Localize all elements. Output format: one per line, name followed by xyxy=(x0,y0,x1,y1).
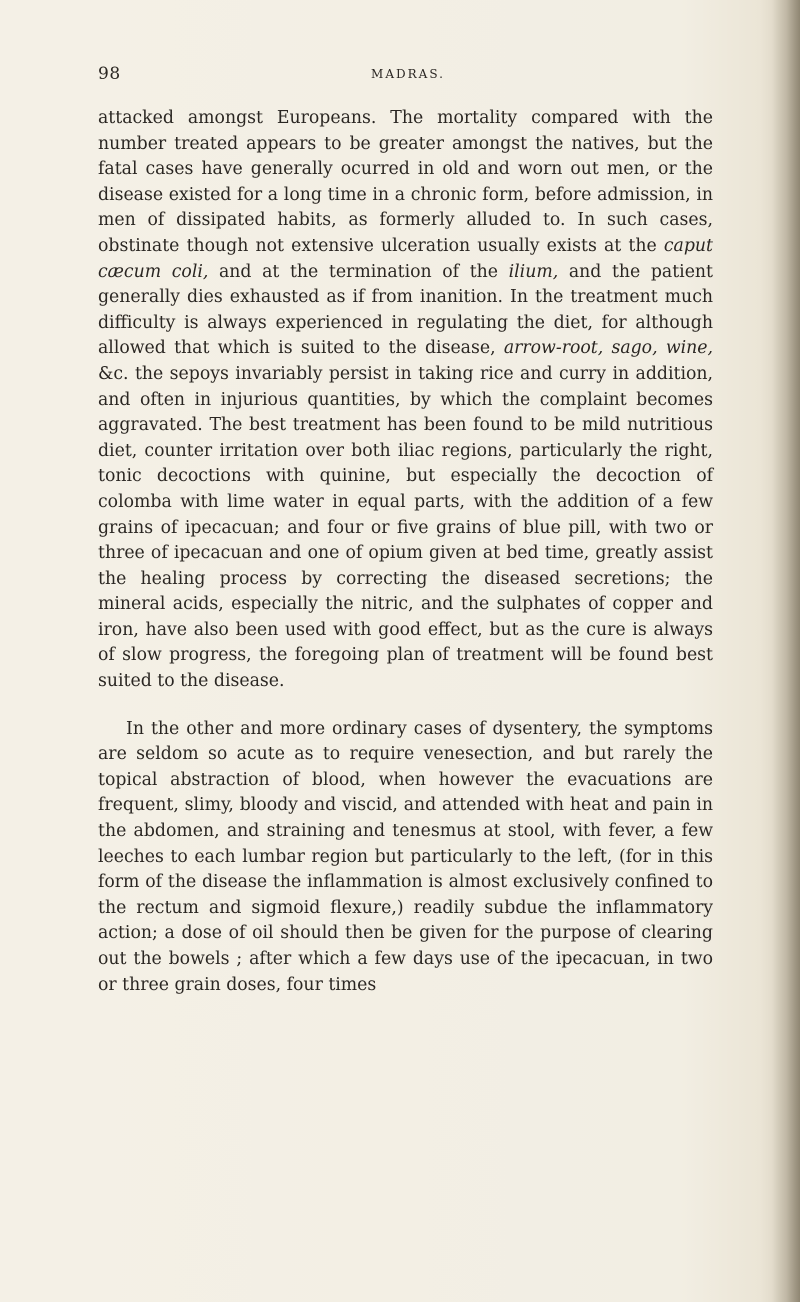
page-header xyxy=(98,64,718,88)
text-segment: and the patient generally dies exhausted as if from inanition. In the treatment much difficulty is always experienced in regulating the diet, for although allowed that which is suited to the disease, xyxy=(98,261,713,359)
running-head: MADRAS. xyxy=(371,67,445,81)
text-segment: In the other and more ordinary cases of dysentery, the symptoms are seldom so acute as to require venesection, and but rarely the topical abstraction of blood, when however the evacuations are frequent, slimy, bloody and viscid, and attended with heat and pain in the abdomen, and straining and tenesmus at stool, with fever, a few leeches to each lumbar region but particularly to the left, (for in this form of the disease the inflammation is almost exclusively confined to the rectum and sigmoid flexure,) readily subdue the inflammatory action; a dose of oil should then be given for the purpose of clearing out the bowels ; after which a few days use of the ipecacuan, in two or three grain doses, four times xyxy=(98,718,713,995)
italic-term: arrow-root, sago, wine, xyxy=(503,338,714,359)
body-text xyxy=(98,106,713,998)
italic-term: caput cæcum coli, xyxy=(98,235,713,282)
text-segment: and at the termination of the xyxy=(208,261,509,282)
italic-term: ilium, xyxy=(508,261,559,282)
paragraph xyxy=(98,106,713,695)
text-segment: attacked amongst Europeans. The mortality compared with the number treated appears to be greater amongst the natives, but the fatal cases have generally ocurred in old and worn out men, or the disease existed for a long time in a chronic form, before admission, in men of dissipated habits, as formerly alluded to. In such cases, obstinate though not extensive ulceration usually exists at the xyxy=(98,108,713,256)
page-number: 98 xyxy=(98,64,121,84)
page-edge-shadow xyxy=(772,0,800,1302)
paragraph xyxy=(98,717,713,999)
text-segment: &c. the sepoys invariably persist in taking rice and curry in addition, and often in injurious quantities, by which the complaint becomes aggravated. The best treatment has been found to be mild nutritious diet, counter irritation over both iliac regions, particularly the right, tonic decoctions with quinine, but especially the decoction of colomba with lime water in equal parts, with the addition of a few grains of ipecacuan; and four or five grains of blue pill, with two or three of ipecacuan and one of opium given at bed time, greatly assist the healing process by correcting the diseased secretions; the mineral acids, especially the nitric, and the sulphates of copper and iron, have also been used with good effect, but as the cure is always of slow progress, the foregoing plan of treatment will be found best suited to the disease. xyxy=(98,363,713,692)
